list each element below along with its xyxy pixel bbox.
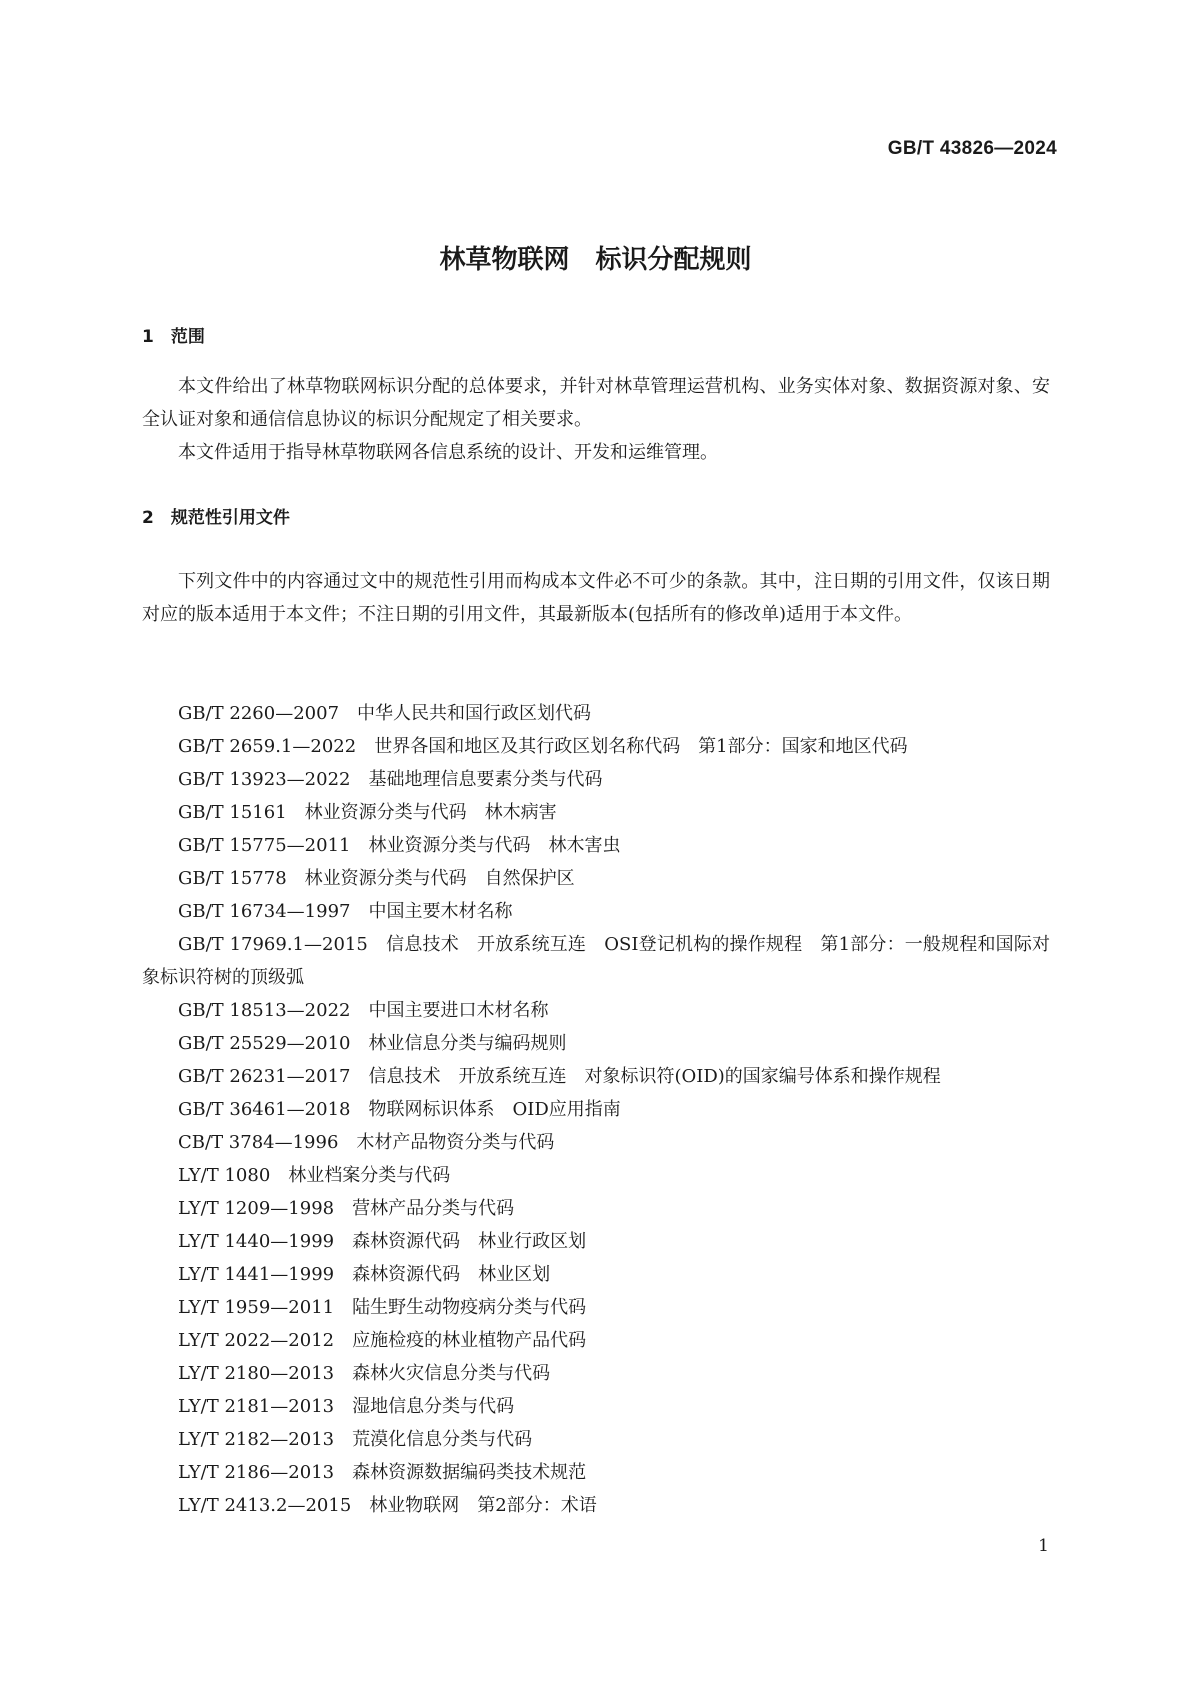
reference-item: CB/T 3784—1996 木材产品物资分类与代码 — [178, 1132, 555, 1153]
scope-paragraph-1: 本文件给出了林草物联网标识分配的总体要求，并针对林草管理运营机构、业务实体对象、数据资源对象、安全认证对象和通信信息协议的标识分配规定了相关要求。 — [142, 376, 1050, 430]
reference-item: GB/T 26231—2017 信息技术 开放系统互连 对象标识符(OID)的国家编号体系和操作规程 — [178, 1066, 941, 1087]
section-heading-scope: 1 范围 — [142, 327, 205, 347]
reference-item: GB/T 13923—2022 基础地理信息要素分类与代码 — [178, 769, 603, 790]
reference-item: GB/T 17969.1—2015 信息技术 开放系统互连 OSI登记机构的操作规程 第1部分：一般规程和国际对象标识符树的顶级弧 — [142, 934, 1050, 988]
reference-item: LY/T 1080 林业档案分类与代码 — [178, 1165, 451, 1186]
document-title: 林草物联网 标识分配规则 — [439, 245, 752, 275]
reference-item: GB/T 18513—2022 中国主要进口木材名称 — [178, 1000, 549, 1021]
reference-item: LY/T 2022—2012 应施检疫的林业植物产品代码 — [178, 1330, 587, 1351]
reference-item: GB/T 16734—1997 中国主要木材名称 — [178, 901, 513, 922]
reference-item: LY/T 2182—2013 荒漠化信息分类与代码 — [178, 1429, 533, 1450]
reference-item: LY/T 2186—2013 森林资源数据编码类技术规范 — [178, 1462, 587, 1483]
reference-item: GB/T 2260—2007 中华人民共和国行政区划代码 — [178, 703, 592, 724]
reference-item: LY/T 1209—1998 营林产品分类与代码 — [178, 1198, 515, 1219]
page-number: 1 — [1038, 1536, 1049, 1556]
reference-item: LY/T 2413.2—2015 林业物联网 第2部分：术语 — [178, 1495, 597, 1516]
reference-item: GB/T 25529—2010 林业信息分类与编码规则 — [178, 1033, 567, 1054]
reference-item: GB/T 36461—2018 物联网标识体系 OID应用指南 — [178, 1099, 621, 1120]
standard-code: GB/T 43826—2024 — [887, 138, 1057, 159]
reference-item: LY/T 1441—1999 森林资源代码 林业区划 — [178, 1264, 551, 1285]
reference-item: LY/T 2181—2013 湿地信息分类与代码 — [178, 1396, 515, 1417]
references-intro-paragraph: 下列文件中的内容通过文中的规范性引用而构成本文件必不可少的条款。其中，注日期的引用文件，仅该日期对应的版本适用于本文件；不注日期的引用文件，其最新版本(包括所有的修改单)适用于本文件。 — [142, 571, 1050, 625]
reference-item: GB/T 15775—2011 林业资源分类与代码 林木害虫 — [178, 835, 621, 856]
reference-list — [142, 697, 1050, 1522]
reference-item: LY/T 1959—2011 陆生野生动物疫病分类与代码 — [178, 1297, 587, 1318]
section-heading-normative-references: 2 规范性引用文件 — [142, 508, 290, 528]
reference-item: GB/T 15161 林业资源分类与代码 林木病害 — [178, 802, 557, 823]
reference-item: LY/T 2180—2013 森林火灾信息分类与代码 — [178, 1363, 551, 1384]
scope-paragraph-2: 本文件适用于指导林草物联网各信息系统的设计、开发和运维管理。 — [178, 442, 718, 463]
reference-item: LY/T 1440—1999 森林资源代码 林业行政区划 — [178, 1231, 587, 1252]
reference-item: GB/T 15778 林业资源分类与代码 自然保护区 — [178, 868, 575, 889]
reference-item: GB/T 2659.1—2022 世界各国和地区及其行政区划名称代码 第1部分：国家和地区代码 — [178, 736, 908, 757]
